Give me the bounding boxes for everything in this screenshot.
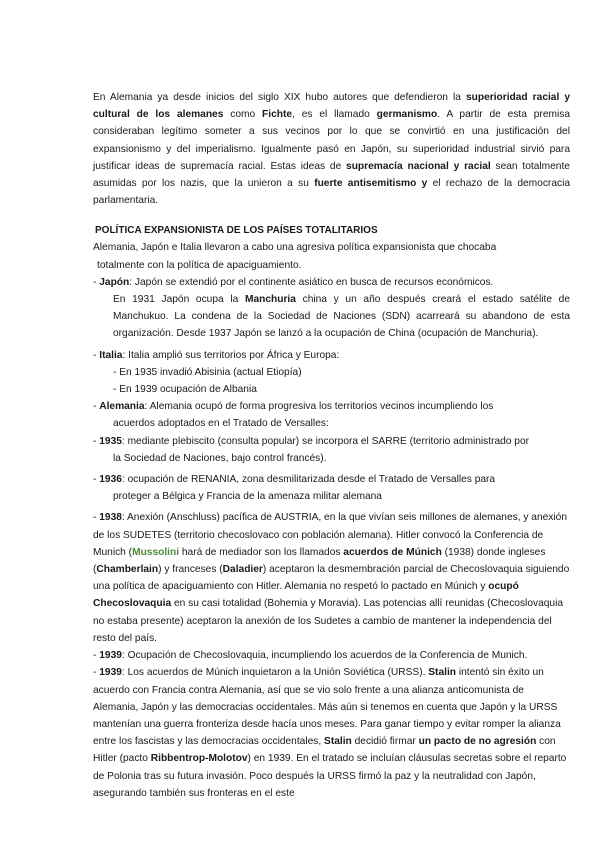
bullet-dash: - [93,435,100,447]
list-item-1939b [93,664,570,802]
list-item-italia [93,347,570,399]
item-label: 1939 [99,650,122,662]
item-text: En 1931 Japón ocupa la [113,294,245,306]
intro-text: sean totalmente asumidas por los nazis, que la unieron a su [93,160,570,190]
item-text: la Sociedad de Naciones, bajo control francés). [113,452,327,464]
item-label: 1936 [99,474,122,486]
lead-paragraph [93,239,570,273]
item-bold: Chamberlain [96,564,159,576]
intro-text: . A partir de esta premisa consideraban legítimo someter a sus vecinos por lo que se convirtió en una justificación del expansionismo y del imperialismo. Igualmente pasó en Japón, su superioridad industrial sirvió para justificar ideas de supremacía racial. Estas ideas de [93,109,570,172]
intro-paragraph [93,89,570,209]
bullet-dash: - [93,474,100,486]
intro-bold: germanismo [376,109,438,121]
list-item-1935 [93,433,570,467]
item-text: en su casi totalidad (Bohemia y Moravia). Las potencias allí reunidas (Checoslovaquia no estaba presente) aceptaron la anexión de los Sudetes a cambio de mantener la independencia del resto del país. [93,598,564,644]
item-bold: un pacto de no agresión [418,736,537,748]
intro-bold: Fichte [262,109,293,121]
item-text: ) aceptaron la desmembración parcial de Checoslovaquia siguiendo una política de apaciguamiento con Hitler. Alemania no respetó lo pactado en Múnich y [93,564,570,593]
item-label: 1938 [99,512,122,524]
item-text: decidió firmar [351,736,419,748]
document-page [93,89,570,802]
item-label: 1935 [99,435,122,447]
intro-text: como [223,109,263,121]
item-label: Alemania [99,401,145,413]
bullet-dash: - [93,650,100,662]
item-text: : Alemania ocupó de forma progresiva los territorios vecinos incumpliendo los [144,401,494,413]
item-text: intentó sin éxito un acuerdo con Francia contra Alemania, así que se vio solo frente a una alianza anticomunista de Alemania, Japón y las democracias occidentales. Más aún si tenemos en cuenta que Japón y la URSS mantenían una guerra fronteriza desde hacía unos meses. Para ganar tiempo y evitar romper la alianza entre los fascistas y las democracias occidentales, [93,667,561,748]
intro-text: el rechazo de la democracia parlamentaria. [93,178,571,207]
item-text: (1938) donde ingleses ( [93,546,546,576]
list-item-1938 [93,509,570,647]
intro-bold: supremacía nacional y racial [346,160,491,172]
intro-text: En Alemania ya desde inicios del siglo XIX hubo autores que defendieron la [93,92,466,103]
section-heading: POLÍTICA EXPANSIONISTA DE LOS PAÍSES TOTALITARIOS [95,225,378,237]
item-text: : Ocupación de Checoslovaquia, incumpliendo los acuerdos de la Conferencia de Munich. [121,650,528,662]
item-label: Italia [99,349,123,361]
item-bold: Manchuria [244,294,296,306]
bullet-dash: - [93,667,100,679]
item-body [93,291,570,343]
sub-item: - En 1939 ocupación de Albania [113,384,257,396]
list-item-japon [93,274,570,343]
item-label: 1939 [99,667,122,679]
intro-text: , es el llamado [292,109,377,121]
item-bold: acuerdos de Múnich [343,546,442,558]
item-text: : ocupación de RENANIA, zona desmilitarizada desde el Tratado de Versalles para [121,474,496,486]
list-item-1939a [93,647,570,664]
item-text: acuerdos adoptados en el Tratado de Versalles: [113,418,329,430]
item-bold: ocupó Checoslovaquia [93,581,519,610]
lead-text: totalmente con la política de apaciguamiento. [97,259,302,271]
item-text: : Anexión (Anschluss) pacífica de AUSTRIA, en la que vivían seis millones de alemanes, y anexión de los SUDETES (territorio checoslovaco con población alemana). Hitler convocó la Conferencia de Munich ( [93,512,567,558]
intro-bold: superioridad racial y cultural de los alemanes [93,92,571,121]
item-highlight: Mussolini [132,546,180,558]
item-text: con Hitler (pacto [93,736,556,765]
intro-bold: fuerte antisemitismo y [314,178,428,190]
bullet-dash: - [93,512,100,524]
item-text: : Japón se extendió por el continente asiático en busca de recursos económicos. [129,276,494,288]
sub-item: - En 1935 invadió Abisinia (actual Etiopía) [113,366,302,378]
item-bold: Daladier [222,564,263,576]
bullet-dash: - [93,349,100,361]
item-label: Japón [99,276,130,288]
item-text: proteger a Bélgica y Francia de la amenaza militar alemana [113,491,382,503]
item-text: hará de mediador son los llamados [179,546,344,558]
item-bold: Stalin [324,736,352,748]
item-bold: Stalin [428,667,457,679]
bullet-dash: - [93,276,100,288]
item-text: china y un año después creará el estado satélite de Manchukuo. La condena de la Sociedad de Naciones (SDN) acarreará su abandono de esta organización. Desde 1937 Japón se lanzó a la ocupación de China (ocupación de Manchuria). [113,294,570,340]
item-text: : mediante plebiscito (consulta popular) se incorpora el SARRE (territorio administrado por [121,435,530,447]
item-text: ) y franceses ( [158,564,223,576]
list-item-alemania [93,398,570,432]
item-text: ) en 1939. En el tratado se incluían cláusulas secretas sobre el reparto de Polonia tras su futura invasión. Poco después la URSS firmó la paz y la neutralidad con Japón, asegurando también sus fronteras en el este [93,753,567,799]
lead-text: Alemania, Japón e Italia llevaron a cabo una agresiva política expansionista que chocaba [93,242,497,254]
list-item-1936 [93,471,570,505]
bullet-dash: - [93,401,100,413]
item-text: : Los acuerdos de Múnich inquietaron a la Unión Soviética (URSS). [121,667,429,679]
item-text: : Italia amplió sus territorios por África y Europa: [122,349,340,361]
item-bold: Ribbentrop-Molotov [150,753,248,765]
